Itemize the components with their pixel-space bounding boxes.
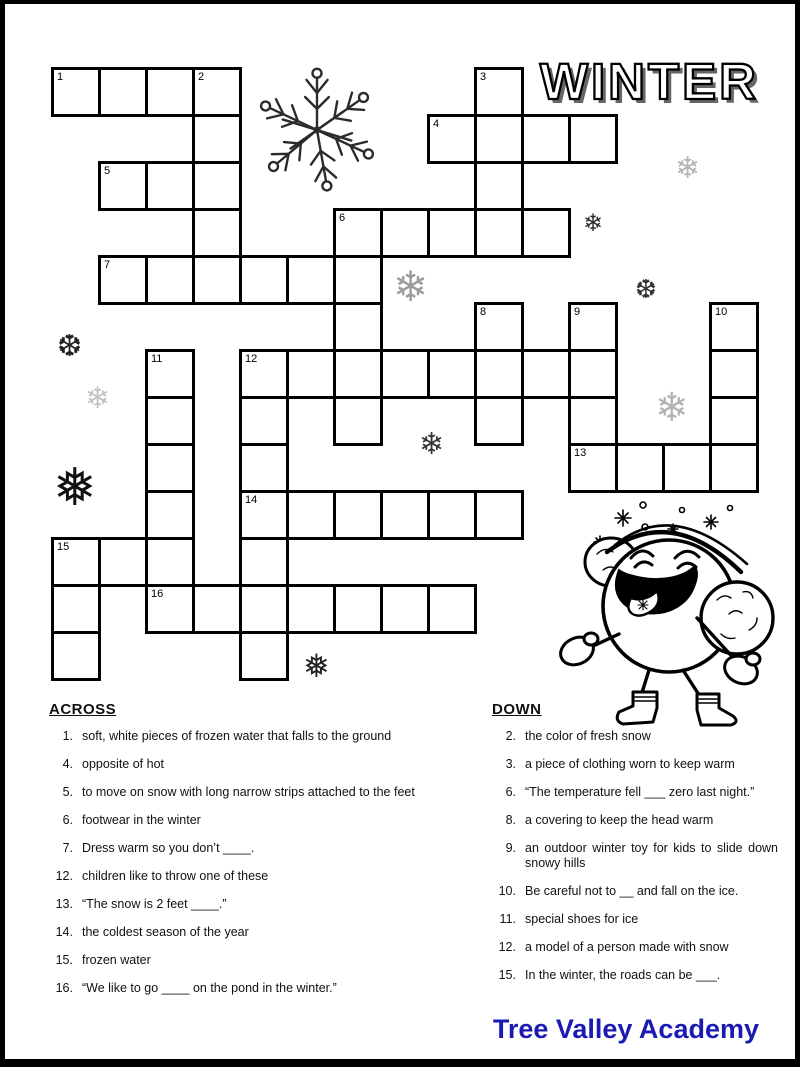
clue-text: opposite of hot — [82, 757, 165, 771]
grid-cell-r3c7[interactable] — [380, 208, 430, 258]
snowflake-icon: ❄ — [85, 382, 111, 415]
large-snowflake-icon — [251, 64, 383, 196]
cell-number-10: 10 — [715, 306, 728, 318]
grid-cell-r0c2[interactable] — [145, 67, 195, 117]
cell-number-11: 11 — [151, 353, 163, 365]
clue-text: the coldest season of the year — [82, 925, 249, 939]
grid-cell-r7c9[interactable] — [474, 396, 524, 446]
grid-cell-r4c6[interactable] — [333, 255, 383, 305]
clue-number: 6. — [62, 813, 73, 827]
grid-cell-r1c9[interactable] — [474, 114, 524, 164]
left-mitten — [556, 632, 598, 670]
clue-text: “The temperature fell ___ zero last night.” — [525, 785, 755, 799]
grid-cell-r9c5[interactable] — [286, 490, 336, 540]
clue-number: 11. — [499, 912, 516, 926]
across-clue-4 — [49, 757, 449, 772]
clue-text: to move on snow with long narrow strips attached to the feet — [82, 785, 415, 799]
grid-cell-r11c0[interactable] — [51, 584, 101, 634]
clue-number: 16. — [55, 981, 73, 995]
across-clue-6 — [49, 813, 449, 828]
across-clue-7 — [49, 841, 449, 856]
grid-cell-r4c5[interactable] — [286, 255, 336, 305]
grid-cell-r7c6[interactable] — [333, 396, 383, 446]
grid-cell-r3c9[interactable] — [474, 208, 524, 258]
across-clue-16 — [49, 981, 449, 996]
clue-text: “The snow is 2 feet ____.” — [82, 897, 227, 911]
snowflake-icon: ❅ — [53, 459, 97, 517]
grid-cell-r5c6[interactable] — [333, 302, 383, 352]
across-clue-1 — [49, 729, 449, 744]
across-clue-5 — [49, 785, 449, 800]
snowflake-icon: ❅ — [303, 648, 330, 684]
grid-cell-r6c5[interactable] — [286, 349, 336, 399]
snowflake-icon: ❄ — [675, 152, 701, 185]
grid-cell-r10c1[interactable] — [98, 537, 148, 587]
right-earmuff — [701, 582, 773, 654]
grid-cell-r11c5[interactable] — [286, 584, 336, 634]
down-clue-9 — [492, 841, 778, 871]
grid-cell-r2c3[interactable] — [192, 161, 242, 211]
cell-number-2: 2 — [198, 71, 205, 83]
cell-number-15: 15 — [57, 541, 70, 553]
grid-cell-r3c3[interactable] — [192, 208, 242, 258]
grid-cell-r12c0[interactable] — [51, 631, 101, 681]
across-clue-14 — [49, 925, 449, 940]
down-header: DOWN — [492, 701, 542, 718]
across-clue-15 — [49, 953, 449, 968]
grid-cell-r6c14[interactable] — [709, 349, 759, 399]
clue-text: frozen water — [82, 953, 151, 967]
grid-cell-r3c8[interactable] — [427, 208, 477, 258]
down-clue-2 — [492, 729, 778, 744]
cell-number-13: 13 — [574, 447, 587, 459]
down-clue-11 — [492, 912, 778, 927]
clue-text: soft, white pieces of frozen water that falls to the ground — [82, 729, 392, 743]
grid-cell-r2c9[interactable] — [474, 161, 524, 211]
down-clue-10 — [492, 884, 778, 899]
cell-number-5: 5 — [104, 165, 111, 177]
grid-cell-r7c14[interactable] — [709, 396, 759, 446]
grid-cell-r9c7[interactable] — [380, 490, 430, 540]
down-clue-3 — [492, 757, 778, 772]
page-title: WINTER — [539, 53, 759, 110]
cell-number-14: 14 — [245, 494, 258, 506]
grid-cell-r8c14[interactable] — [709, 443, 759, 493]
clue-number: 10. — [498, 884, 516, 898]
across-clue-list — [49, 701, 449, 1009]
clue-text: a covering to keep the head warm — [525, 813, 714, 827]
clue-number: 2. — [505, 729, 516, 743]
grid-cell-r9c8[interactable] — [427, 490, 477, 540]
brand-name: Tree Valley Academy — [492, 1014, 759, 1044]
across-clue-13 — [49, 897, 449, 912]
clue-number: 3. — [505, 757, 516, 771]
grid-cell-r9c9[interactable] — [474, 490, 524, 540]
snowflake-icon: ❄ — [655, 386, 689, 430]
grid-cell-r2c2[interactable] — [145, 161, 195, 211]
clue-number: 5. — [62, 785, 73, 799]
snowflake-icon: ❄ — [393, 263, 429, 310]
cell-number-9: 9 — [574, 306, 581, 318]
grid-cell-r10c2[interactable] — [145, 537, 195, 587]
grid-cell-r6c10[interactable] — [521, 349, 571, 399]
cell-number-7: 7 — [104, 259, 111, 271]
grid-cell-r1c11[interactable] — [568, 114, 618, 164]
clue-text: In the winter, the roads can be ___. — [525, 968, 721, 982]
clue-number: 1. — [62, 729, 73, 743]
clue-number: 14. — [55, 925, 73, 939]
grid-cell-r6c7[interactable] — [380, 349, 430, 399]
clue-number: 12. — [55, 869, 73, 883]
clue-number: 4. — [62, 757, 73, 771]
grid-cell-r7c11[interactable] — [568, 396, 618, 446]
clue-text: a model of a person made with snow — [525, 940, 729, 954]
grid-cell-r11c4[interactable] — [239, 584, 289, 634]
grid-cell-r8c13[interactable] — [662, 443, 712, 493]
grid-cell-r9c2[interactable] — [145, 490, 195, 540]
grid-cell-r4c3[interactable] — [192, 255, 242, 305]
grid-cell-r11c8[interactable] — [427, 584, 477, 634]
right-mitten — [720, 651, 762, 689]
clue-number: 15. — [55, 953, 73, 967]
clue-number: 7. — [62, 841, 73, 855]
grid-cell-r8c4[interactable] — [239, 443, 289, 493]
grid-cell-r11c7[interactable] — [380, 584, 430, 634]
down-clue-6 — [492, 785, 778, 800]
clue-text: “We like to go ____ on the pond in the winter.” — [82, 981, 337, 995]
clue-text: an outdoor winter toy for kids to slide down snowy hills — [525, 841, 778, 870]
grid-cell-r6c8[interactable] — [427, 349, 477, 399]
clue-text: a piece of clothing worn to keep warm — [525, 757, 735, 771]
grid-cell-r8c2[interactable] — [145, 443, 195, 493]
down-clue-8 — [492, 813, 778, 828]
cell-number-4: 4 — [433, 118, 440, 130]
clue-number: 6. — [505, 785, 516, 799]
cell-number-3: 3 — [480, 71, 487, 83]
down-clue-list — [492, 701, 778, 996]
clue-number: 13. — [55, 897, 73, 911]
grid-cell-r4c4[interactable] — [239, 255, 289, 305]
grid-cell-r7c4[interactable] — [239, 396, 289, 446]
cell-number-12: 12 — [245, 353, 258, 365]
grid-cell-r3c10[interactable] — [521, 208, 571, 258]
grid-cell-r7c2[interactable] — [145, 396, 195, 446]
grid-cell-r6c9[interactable] — [474, 349, 524, 399]
clue-text: special shoes for ice — [525, 912, 639, 926]
grid-cell-r1c3[interactable] — [192, 114, 242, 164]
cell-number-1: 1 — [57, 71, 64, 83]
across-header: ACROSS — [49, 701, 117, 718]
clue-text: Be careful not to __ and fall on the ice. — [525, 884, 739, 898]
across-clue-12 — [49, 869, 449, 884]
clue-number: 8. — [505, 813, 516, 827]
clue-text: footwear in the winter — [82, 813, 201, 827]
cell-number-16: 16 — [151, 588, 164, 600]
down-clue-12 — [492, 940, 778, 955]
grid-cell-r10c4[interactable] — [239, 537, 289, 587]
cell-number-8: 8 — [480, 306, 487, 318]
snowflake-icon: ❄ — [583, 210, 604, 237]
grid-cell-r12c4[interactable] — [239, 631, 289, 681]
grid-cell-r0c1[interactable] — [98, 67, 148, 117]
grid-cell-r11c3[interactable] — [192, 584, 242, 634]
grid-cell-r6c6[interactable] — [333, 349, 383, 399]
snowflake-icon: ❄ — [419, 428, 445, 461]
grid-cell-r1c10[interactable] — [521, 114, 571, 164]
snowflake-icon: ❆ — [635, 274, 657, 304]
clue-text: the color of fresh snow — [525, 729, 651, 743]
grid-cell-r8c12[interactable] — [615, 443, 665, 493]
clue-text: children like to throw one of these — [82, 869, 269, 883]
grid-cell-r4c2[interactable] — [145, 255, 195, 305]
clue-number: 12. — [498, 940, 516, 954]
snowflake-icon: ❆ — [57, 330, 83, 363]
grid-cell-r11c6[interactable] — [333, 584, 383, 634]
grid-cell-r6c11[interactable] — [568, 349, 618, 399]
clue-number: 9. — [505, 841, 516, 855]
grid-cell-r9c6[interactable] — [333, 490, 383, 540]
down-clue-15 — [492, 968, 778, 983]
cell-number-6: 6 — [339, 212, 346, 224]
clue-number: 15. — [498, 968, 516, 982]
clue-text: Dress warm so you don’t ____. — [82, 841, 255, 855]
